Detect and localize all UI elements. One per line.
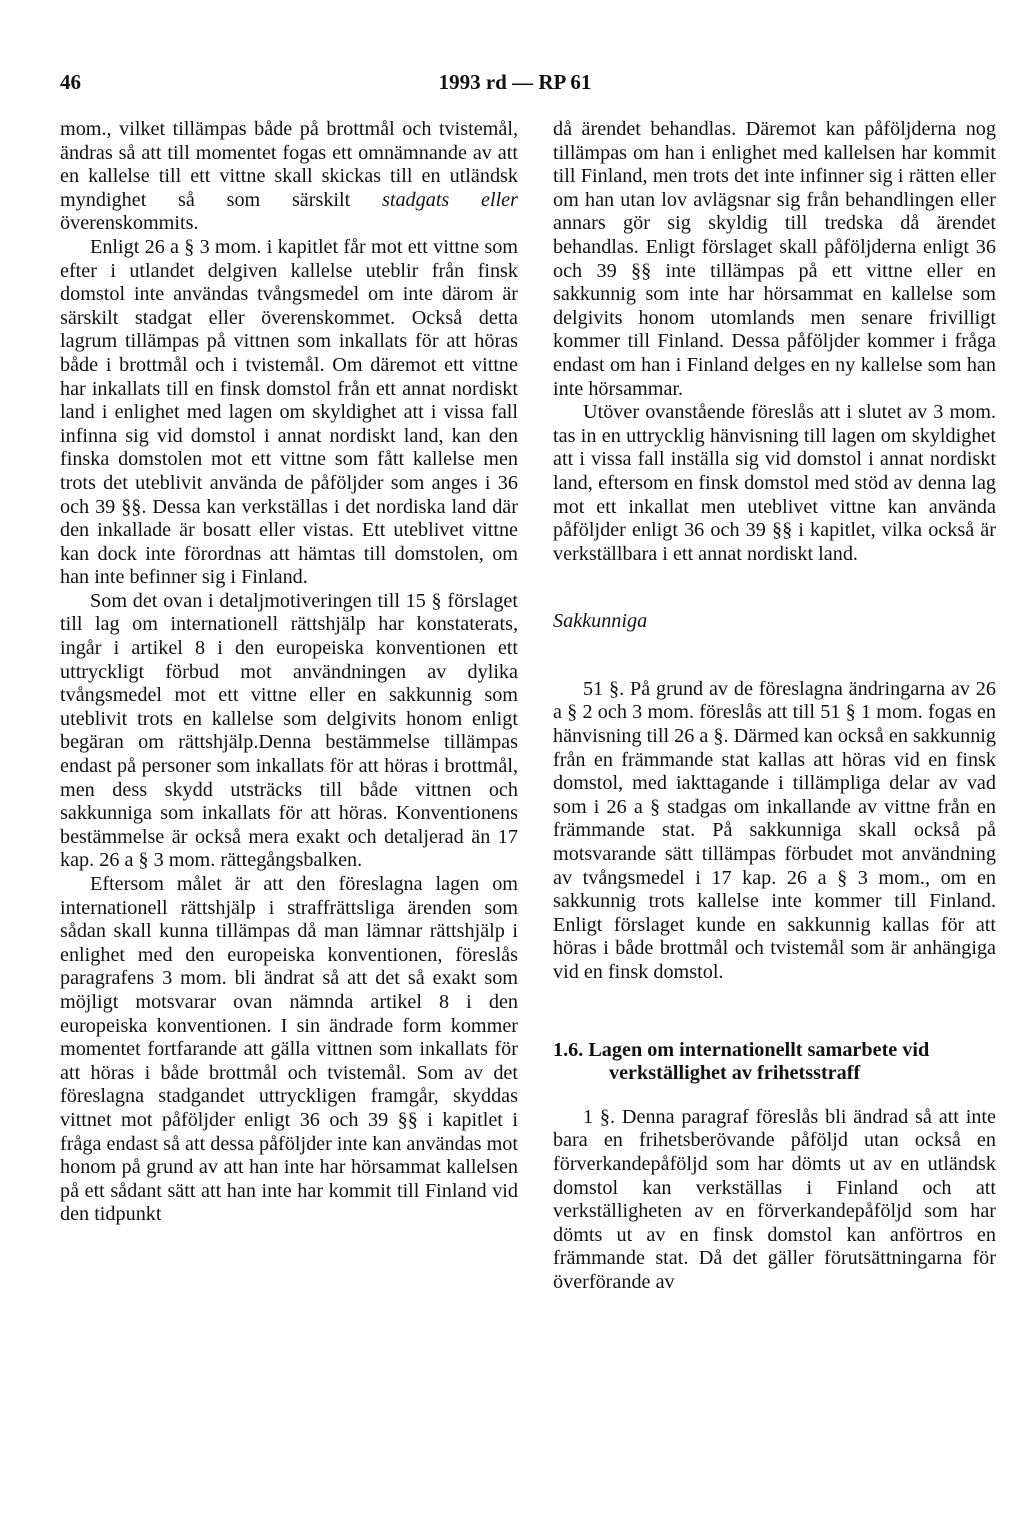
page-number: 46 xyxy=(60,70,81,94)
paragraph: mom., vilket tillämpas både på brottmål och tvistemål, ändras så att till momentet fogas ett omnämnande av att en kallelse till ett vittne skall skickas till en utländsk myndighet så som särskilt stadgats eller överenskommits. xyxy=(60,118,518,235)
left-column xyxy=(60,118,518,1227)
paragraph: Eftersom målet är att den föreslagna lagen om internationell rättshjälp i straffrättsliga ärenden som sådan skall kunna tillämpas då man lämnar rättshjälp i enlighet med den europeiska konventionen, föreslås paragrafens 3 mom. bli ändrat så att det så exakt som möjligt motsvarar ovan nämnda artikel 8 i den europeiska konventionen. I sin ändrade form kommer momentet fortfarande att gälla vittnen som inkallats för att höras i både brottmål och tvistemål. Som av det föreslagna stadgandet uttryckligen framgår, skyddas vittnet mot påföljder enligt 36 och 39 §§ i kapitlet i fråga endast så att dessa påföljder inte kan användas mot honom på grund av att han inte har hörsammat kallelsen på ett sådant sätt att han inte har kommit till Finland vid den tidpunkt xyxy=(60,873,518,1226)
paragraph: då ärendet behandlas. Däremot kan påföljderna nog tillämpas om han i enlighet med kallelsen har kommit till Finland, men trots det inte infinner sig i rätten eller om han utan lov avlägsnar sig från behandlingen eller annars gör sig skyldig till tredska då ärendet behandlas. Enligt förslaget skall påföljderna enligt 36 och 39 §§ inte tillämpas på ett vittne eller en sakkunnig som inte har hörsammat en kallelse som delgivits honom utomlands men senare frivilligt kommer till Finland. Dessa påföljder kommer i fråga endast om han i Finland delges en ny kallelse som han inte hörsammar. xyxy=(553,118,996,400)
running-title: 1993 rd — RP 61 xyxy=(438,70,592,94)
right-column xyxy=(553,118,996,1295)
paragraph: Som det ovan i detaljmotiveringen till 15 § förslaget till lag om internationell rättshjälp har konstaterats, ingår i artikel 8 i den europeiska konventionen ett uttryckligt förbud mot användningen av dylika tvångsmedel mot ett vittne eller en sakkunnig som uteblivit trots en kallelse som delgivits honom enligt begäran om rättshjälp.Denna bestämmelse tillämpas endast på personer som inkallats för att höras i brottmål, men dess skydd utsträcks till både vittnen och sakkunniga som inkallats för att höras. Konventionens bestämmelse är också mera exakt och detaljerad än 17 kap. 26 a § 3 mom. rättegångsbalken. xyxy=(60,589,518,872)
paragraph: Enligt 26 a § 3 mom. i kapitlet får mot ett vittne som efter i utlandet delgiven kallelse uteblir från finsk domstol inte användas tvångsmedel om inte därom är särskilt stadgat eller överenskommet. Också detta lagrum tillämpas på vittnen som inkallats för att höras både i brottmål och i tvistemål. Om däremot ett vittne har inkallats till en finsk domstol från ett annat nordiskt land i enlighet med lagen om skyldighet att i vissa fall infinna sig vid domstol i annat nordiskt land, kan den finska domstolen mot ett vittne som fått kallelse men trots det uteblivit använda de påföljder som anges i 36 och 39 §§. Dessa kan verkställas i det nordiska land där den inkallade är bosatt eller vistas. Ett uteblivet vittne kan dock inte förordnas att hämtas till domstolen, om han inte befinner sig i Finland. xyxy=(60,235,518,589)
paragraph: 1 §. Denna paragraf föreslås bli ändrad så att inte bara en frihetsberövande påföljd utan också en förverkandepåföljd som har dömts ut av en utländsk domstol kan verkställas i Finland och att verkställigheten av en förverkandepåföljd som har dömts ut av en finsk domstol kan anförtros en främmande stat. Då det gäller förutsättningarna för överförande av xyxy=(553,1105,996,1293)
subheading: Sakkunniga xyxy=(553,610,648,633)
italic-text: stadgats eller xyxy=(381,188,518,211)
page-header xyxy=(60,70,970,100)
paragraph: 51 §. På grund av de föreslagna ändringarna av 26 a § 2 och 3 mom. föreslås att till 51 § 1 mom. fogas en hänvisning till 26 a §. Därmed kan också en sakkunnig från en främmande stat kallas att höras vid en finsk domstol, med iakttagande i tillämpliga delar av vad som i 26 a § stadgas om inkallande av vittne från en främmande stat. På sakkunniga skall också på motsvarande sätt tillämpas förbudet mot användning av tvångsmedel i 17 kap. 26 a § 3 mom., om en sakkunnig trots kallelse inte kommer till Finland. Enligt förslaget kunde en sakkunnig kallas för att höras i både brottmål och tvistemål som är anhängiga vid en finsk domstol. xyxy=(553,677,996,983)
paragraph: Utöver ovanstående föreslås att i slutet av 3 mom. tas in en uttrycklig hänvisning till lagen om skyldighet att i vissa fall inställa sig vid domstol i annat nordiskt land, eftersom en finsk domstol med stöd av denna lag mot ett inkallat men uteblivet vittne kan använda påföljder enligt 36 och 39 §§ i kapitlet, vilka också är verkställbara i ett annat nordiskt land. xyxy=(553,401,996,565)
section-heading: 1.6. Lagen om internationellt samarbete vid verkställighet av frihetsstraff xyxy=(553,1038,930,1085)
